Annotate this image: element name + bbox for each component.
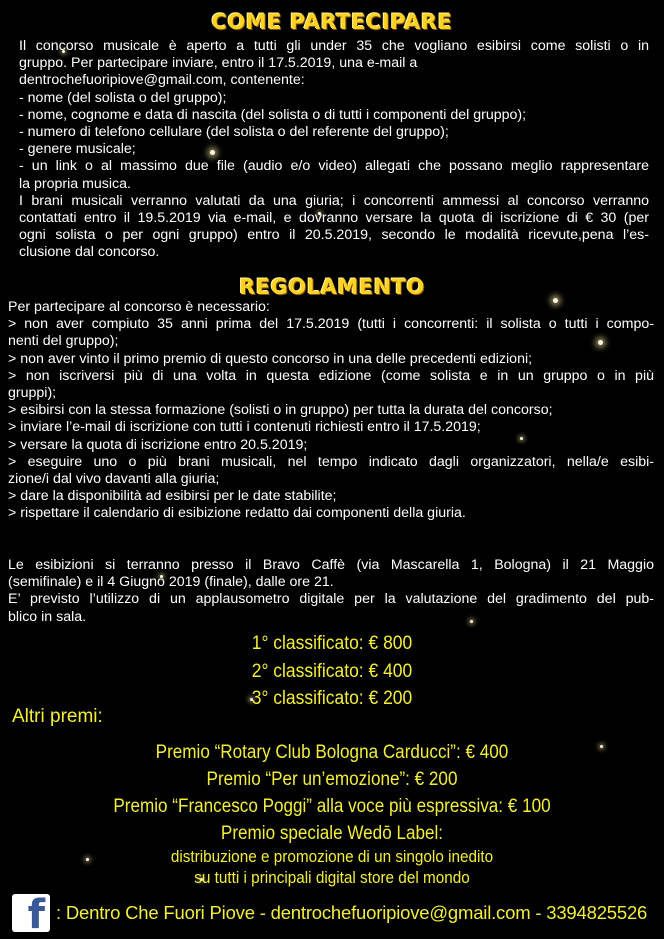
- come-partecipare-title: COME PARTECIPARE: [211, 10, 453, 34]
- prize-third: 3° classificato: € 200: [251, 688, 413, 709]
- footer: [8, 892, 658, 938]
- prize-poggi: Premio “Francesco Poggi” alla voce più espressiva: € 100: [113, 796, 551, 817]
- prize-second: 2° classificato: € 400: [251, 660, 413, 682]
- prize-first: 1° classificato: € 800: [251, 633, 413, 654]
- prize-emozione: Premio “Per un’emozione”: € 200: [206, 769, 458, 790]
- text-line: ogni solista o per ogni gruppo) entro il 20.5.2019, secondo le modalità ricevute,pena l’es-: [19, 227, 649, 244]
- text-line: (semifinale) e il 4 Giugno 2019 (finale), dalle ore 21.: [8, 574, 334, 591]
- text-line: - numero di telefono cellulare (del solista o del referente del gruppo);: [19, 124, 449, 141]
- other-prizes-label: Altri premi:: [12, 706, 103, 727]
- regolamento-text: [8, 299, 654, 523]
- special-prize-title: Premio speciale Wedō Label:: [220, 823, 444, 844]
- text-line: nenti del gruppo);: [8, 333, 119, 350]
- text-line: - nome (del solista o del gruppo);: [19, 89, 227, 106]
- text-line: > non aver vinto il primo premio di questo concorso in una delle precedenti edizioni;: [8, 350, 533, 367]
- text-line: la propria musica.: [19, 175, 131, 192]
- text-line: Le esibizioni si terranno presso il Bravo Caffè (via Mascarella 1, Bologna) il 21 Maggio: [8, 557, 654, 573]
- text-line: > dare la disponibilità ad esibirsi per le date stabilite;: [8, 488, 337, 505]
- text-line: - nome, cognome e data di nascita (del solista o di tutti i componenti del gruppo);: [19, 106, 527, 123]
- text-line: blico in sala.: [8, 608, 87, 625]
- text-line: - un link o al massimo due file (audio e/o video) allegati che possano meglio rappresentare: [19, 158, 649, 175]
- text-line: > rispettare il calendario di esibizione redatto dai componenti della giuria.: [8, 505, 466, 522]
- text-line: clusione dal concorso.: [19, 244, 160, 261]
- text-line: > eseguire uno o più brani musicali, nel tempo indicato dagli organizzatori, nella/e esibi-: [8, 453, 654, 470]
- text-line: > versare la quota di iscrizione entro 20.5.2019;: [8, 436, 308, 453]
- text-line: Il concorso musicale è aperto a tutti gli under 35 che vogliano esibirsi come solisti o in: [19, 38, 649, 54]
- come-partecipare-text: [19, 38, 649, 262]
- prize-list: [0, 630, 664, 713]
- text-line: I brani musicali verranno valutati da una giuria; i concorrenti ammessi al concorso verranno: [19, 192, 649, 209]
- text-line: Per partecipare al concorso è necessario:: [8, 299, 270, 315]
- text-line: contattati entro il 19.5.2019 via e-mail, e dovranno versare la quota di iscrizione di € 30 (per: [19, 210, 649, 227]
- special-prize: [0, 822, 664, 888]
- special-prize-line1: distribuzione e promozione di un singolo inedito: [170, 847, 494, 866]
- text-line: > esibirsi con la stessa formazione (solisti o in gruppo) per tutta la durata del concorso;: [8, 402, 553, 419]
- text-line: > non iscriversi più di una volta in questa edizione (come solista e in un gruppo o in più: [8, 367, 654, 384]
- text-line: gruppo. Per partecipare inviare, entro il 17.5.2019, una e-mail a: [19, 55, 418, 72]
- text-line: zione/i dal vivo davanti alla giuria;: [8, 471, 220, 488]
- text-line: > inviare l’e-mail di iscrizione con tutti i contenuti richiesti entro il 17.5.2019;: [8, 419, 481, 436]
- text-line: E’ previsto l’utilizzo di un applausometro digitale per la valutazione del gradimento del pub-: [8, 591, 654, 608]
- special-prize-line2: su tutti i principali digital store del mondo: [194, 868, 470, 887]
- text-line: > non aver compiuto 35 anni prima del 17.5.2019 (tutti i concorrenti: il solista o tutti i compo-: [8, 316, 654, 333]
- text-line: dentrochefuoripiove@gmail.com, contenente:: [19, 72, 305, 89]
- footer-contact-text: : Dentro Che Fuori Piove - dentrochefuoripiove@gmail.com - 3394825526: [56, 902, 648, 923]
- text-line: gruppi);: [8, 385, 57, 402]
- other-prize-list: [0, 739, 664, 820]
- text-line: - genere musicale;: [19, 141, 136, 158]
- facebook-icon[interactable]: f: [12, 894, 50, 932]
- regolamento-title: REGOLAMENTO: [239, 275, 425, 299]
- prize-rotary: Premio “Rotary Club Bologna Carducci”: € 400: [155, 742, 509, 763]
- esibizioni-text: [8, 557, 654, 626]
